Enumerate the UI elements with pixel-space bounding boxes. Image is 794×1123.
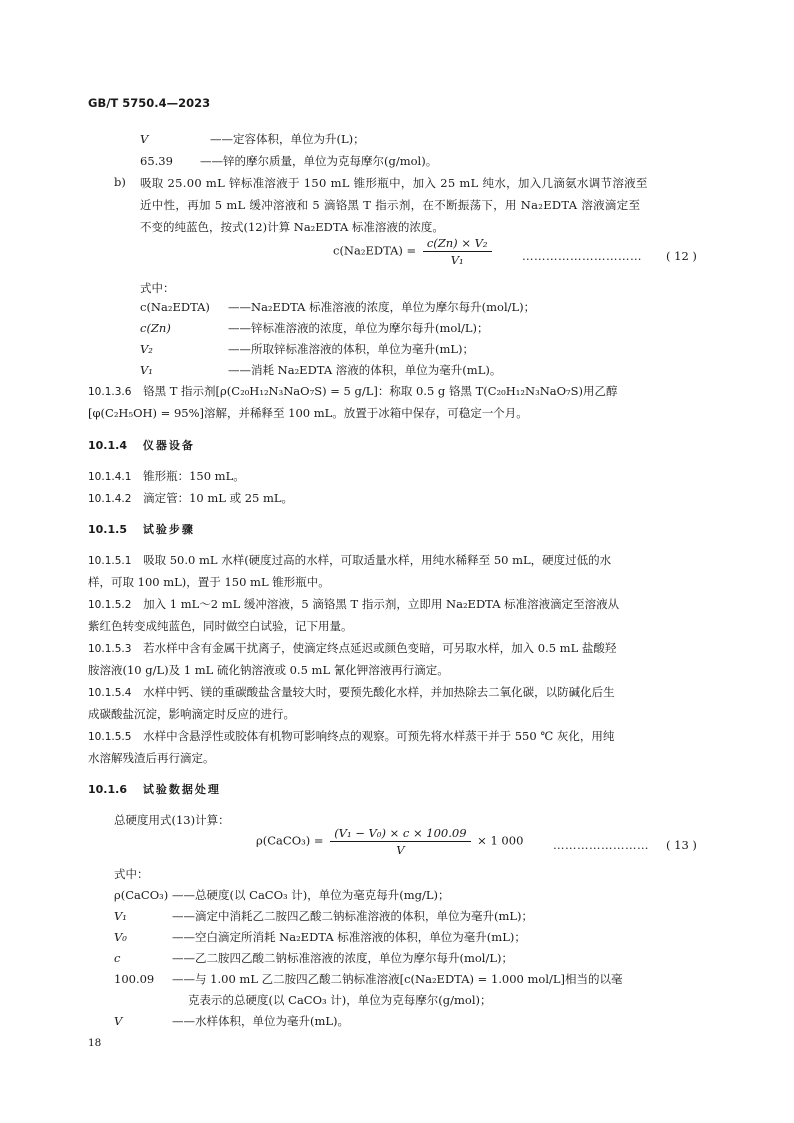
def-symbol: 100.09 [114, 972, 155, 986]
def-row [114, 1013, 349, 1029]
section-number: 10.1.6 [88, 783, 127, 796]
def-row [140, 131, 365, 147]
section-number: 10.1.5 [88, 523, 127, 536]
formula-13-lhs: ρ(CaCO₃) = [256, 833, 324, 848]
def-row [140, 362, 501, 378]
def-symbol: V₁ [114, 909, 127, 923]
def-row [114, 971, 623, 987]
clause-10-1-4-2 [88, 490, 293, 506]
def-desc: ——定容体积，单位为升(L)； [210, 132, 365, 146]
item-b-line2: 近中性，再加 5 mL 缓冲溶液和 5 滴铬黑 T 指示剂，在不断振荡下，用 Na₂EDTA 溶液滴定至 [140, 198, 641, 212]
clause-10-1-5-4 [88, 684, 615, 700]
clause-10-1-5-3 [88, 640, 616, 656]
clause-10-1-3-6 [88, 383, 618, 399]
def-desc: ——消耗 Na₂EDTA 溶液的体积，单位为毫升(mL)。 [228, 363, 502, 377]
def-row [140, 299, 535, 315]
clause-10-1-3-6-line2: [φ(C₂H₅OH) = 95%]溶解，并稀释至 100 mL。放置于冰箱中保存，可稳定一个月。 [88, 406, 528, 420]
formula-13-denominator: V [396, 843, 405, 857]
clause-text: 若水样中含有金属干扰离子，使滴定终点延迟或颜色变暗，可另取水样，加入 0.5 mL 盐酸羟 [143, 641, 617, 655]
clause-number: 10.1.5.5 [88, 731, 132, 743]
formula-13-numerator: (V₁ − V₀) × c × 100.09 [330, 826, 470, 842]
clause-10-1-5-1 [88, 552, 611, 568]
def-symbol: 65.39 [140, 154, 173, 168]
page-number: 18 [88, 1037, 102, 1049]
formula-12-tag: ( 12 ) [666, 249, 697, 263]
section-10-1-5 [88, 521, 195, 537]
clause-text-cont: 成碳酸盐沉淀，影响滴定时反应的进行。 [88, 707, 295, 721]
formula-12 [333, 236, 495, 267]
section-number: 10.1.4 [88, 439, 127, 452]
clause-text: 滴定管：10 mL 或 25 mL。 [143, 491, 294, 505]
formula-13-tag: ( 13 ) [666, 838, 697, 852]
item-b-line1: 吸取 25.00 mL 锌标准溶液于 150 mL 锥形瓶中，加入 25 mL 纯水，加入几滴氨水调节溶液至 [140, 176, 648, 190]
def-desc: ——总硬度(以 CaCO₃ 计)，单位为毫克每升(mg/L)； [172, 888, 450, 902]
formula-12-leader: ………………………… [522, 249, 642, 263]
standard-number: GB/T 5750.4—2023 [88, 96, 211, 110]
clause-text: 铬黑 T 指示剂[ρ(C₂₀H₁₂N₃NaO₇S) = 5 g/L]：称取 0.5 g 铬黑 T(C₂₀H₁₂N₃NaO₇S)用乙醇 [143, 384, 618, 398]
clause-10-1-5-2 [88, 596, 619, 612]
clause-number: 10.1.5.3 [88, 643, 132, 655]
def-desc: ——锌的摩尔质量，单位为克每摩尔(g/mol)。 [200, 154, 438, 168]
formula-12-numerator: c(Zn) × V₂ [423, 236, 492, 252]
def-desc: ——滴定中消耗乙二胺四乙酸二钠标准溶液的体积，单位为毫升(mL)； [172, 909, 534, 923]
clause-text: 水样中钙、镁的重碳酸盐含量较大时，要预先酸化水样，并加热除去二氧化碳，以防碱化后生 [143, 685, 615, 699]
def-row [140, 153, 437, 169]
formula-13-multiplier: × 1 000 [477, 833, 524, 848]
formula-13-leader: …………………… [553, 838, 649, 852]
def-symbol: c(Zn) [140, 321, 171, 335]
clause-text-cont: 水溶解残渣后再行滴定。 [88, 751, 215, 765]
clause-text: 吸取 50.0 mL 水样(硬度过高的水样，可取适量水样，用纯水稀释至 50 mL，硬度过低的水 [143, 553, 612, 567]
clause-text-cont: 样，可取 100 mL)，置于 150 mL 锥形瓶中。 [88, 575, 330, 589]
def-symbol: V₁ [140, 363, 153, 377]
clause-text-cont: 紫红色转变成纯蓝色，同时做空白试验，记下用量。 [88, 619, 353, 633]
clause-number: 10.1.5.1 [88, 555, 132, 567]
def-symbol: ρ(CaCO₃) [114, 888, 169, 902]
section-10-1-4 [88, 437, 195, 453]
formula-13-fraction [330, 826, 470, 857]
def-symbol: V₂ [140, 342, 153, 356]
clause-number: 10.1.5.4 [88, 687, 132, 699]
formula-13 [256, 826, 523, 857]
section-title: 试验数据处理 [142, 783, 221, 796]
def-symbol: V [140, 132, 149, 146]
item-b-label: b) [114, 175, 126, 189]
section-title: 试验步骤 [142, 523, 195, 536]
clause-text: 加入 1 mL～2 mL 缓冲溶液，5 滴铬黑 T 指示剂，立即用 Na₂EDTA 标准溶液滴定至溶液从 [143, 597, 620, 611]
formula-12-fraction [423, 236, 492, 267]
clause-number: 10.1.3.6 [88, 386, 132, 398]
def-desc: ——空白滴定所消耗 Na₂EDTA 标准溶液的体积，单位为毫升(mL)； [172, 930, 526, 944]
item-b-line3: 不变的纯蓝色，按式(12)计算 Na₂EDTA 标准溶液的浓度。 [140, 220, 444, 234]
def-symbol: c [114, 951, 121, 965]
formula-12-lhs: c(Na₂EDTA) = [333, 243, 417, 258]
where-label: 式中： [114, 867, 149, 881]
def-desc: ——水样体积，单位为毫升(mL)。 [172, 1014, 350, 1028]
def-row [140, 341, 474, 357]
def-row [114, 929, 526, 945]
def-desc: ——与 1.00 mL 乙二胺四乙酸二钠标准溶液[c(Na₂EDTA) = 1.000 mol/L]相当的以毫 [172, 972, 623, 986]
def-desc: ——锌标准溶液的浓度，单位为摩尔每升(mol/L)； [228, 321, 489, 335]
def-row [140, 320, 489, 336]
clause-number: 10.1.5.2 [88, 599, 132, 611]
clause-number: 10.1.4.2 [88, 493, 132, 505]
def-symbol: V₀ [114, 930, 127, 944]
def-row [114, 887, 450, 903]
section-title: 仪器设备 [142, 439, 195, 452]
clause-10-1-5-5 [88, 728, 614, 744]
def-desc: ——乙二胺四乙酸二钠标准溶液的浓度，单位为摩尔每升(mol/L)； [172, 951, 513, 965]
clause-text: 水样中含悬浮性或胶体有机物可影响终点的观察。可预先将水样蒸干并于 550 ℃ 灰化，用纯 [143, 729, 615, 743]
clause-number: 10.1.4.1 [88, 471, 132, 483]
def-row [114, 908, 533, 924]
clause-text-cont: 胺溶液(10 g/L)及 1 mL 硫化钠溶液或 0.5 mL 氰化钾溶液再行滴定。 [88, 663, 449, 677]
def-desc: ——Na₂EDTA 标准溶液的浓度，单位为摩尔每升(mol/L)； [228, 300, 536, 314]
def-desc: ——所取锌标准溶液的体积，单位为毫升(mL)； [228, 342, 475, 356]
where-label: 式中： [140, 281, 175, 295]
def-symbol: c(Na₂EDTA) [140, 300, 210, 314]
clause-10-1-4-1 [88, 468, 245, 484]
def-desc-cont: 克表示的总硬度(以 CaCO₃ 计)，单位为克每摩尔(g/mol)； [188, 993, 492, 1007]
formula-12-denominator: V₁ [450, 253, 464, 267]
def-row [114, 950, 513, 966]
calc-intro: 总硬度用式(13)计算： [114, 813, 230, 827]
section-10-1-6 [88, 781, 221, 797]
def-symbol: V [114, 1014, 123, 1028]
clause-text: 锥形瓶：150 mL。 [143, 469, 245, 483]
